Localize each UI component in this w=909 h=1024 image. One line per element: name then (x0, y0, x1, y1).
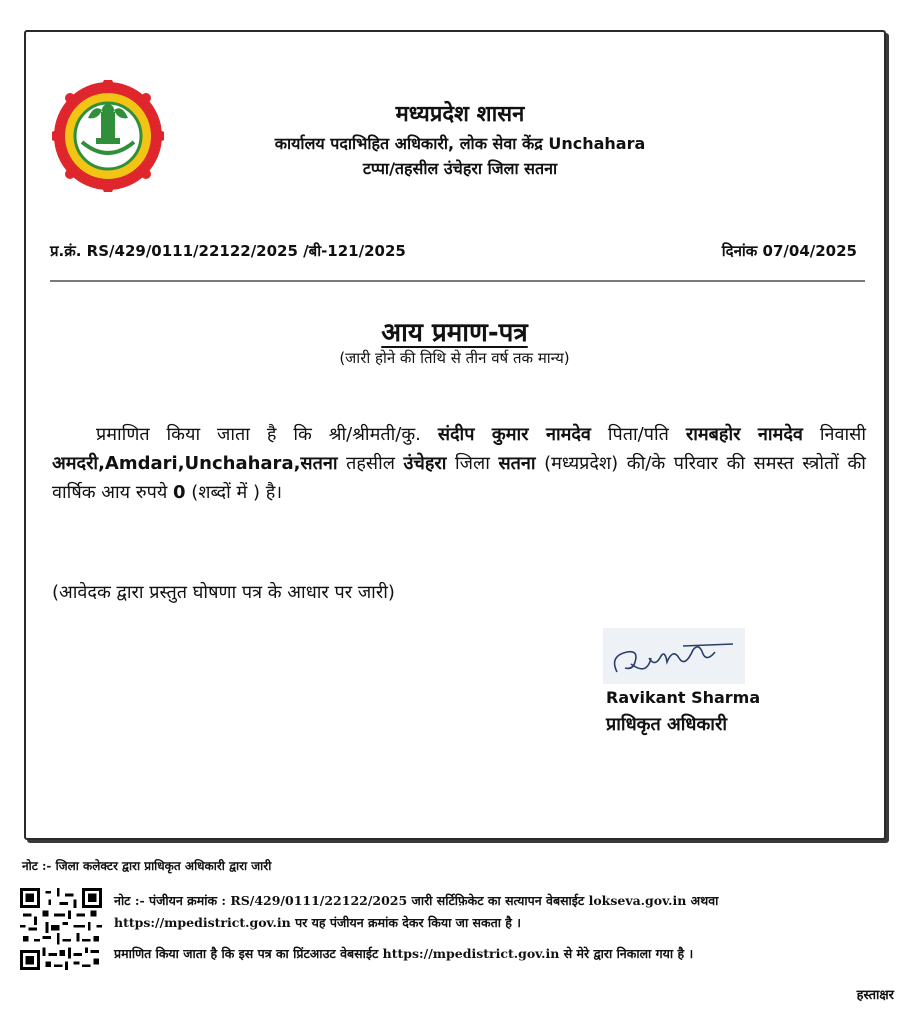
government-title: मध्यप्रदेश शासन (395, 102, 525, 127)
certificate-title (0, 313, 909, 349)
divider (50, 280, 865, 282)
qr-code-icon (20, 888, 102, 970)
body-text: (शब्दों में ) है। (191, 482, 283, 503)
signatory-designation: प्राधिकृत अधिकारी (606, 714, 727, 735)
body-text: तहसील (346, 453, 395, 474)
office-title: कार्यालय पदाभिहित अधिकारी, लोक सेवा केंद्र Unchahara (274, 134, 646, 153)
footer-note-verification: नोट :- पंजीयन क्रमांक : RS/429/0111/22122/2025 जारी सर्टिफ़िकेट का सत्यापन वेबसाईट lokseva.gov.in अथवा https://mpedistrict.gov.in पर यह पंजीयन क्रमांक देकर किया जा सकता है । (114, 893, 719, 930)
certificate-body (52, 420, 866, 507)
signatory-name: Ravikant Sharma (606, 688, 761, 707)
mp-government-emblem-icon (52, 80, 164, 192)
body-text: पिता/पति (607, 424, 669, 445)
district: सतना (498, 453, 536, 474)
reference-number: प्र.क्रं. RS/429/0111/22122/2025 /बी-121/2025 (50, 242, 406, 260)
declaration-note: (आवेदक द्वारा प्रस्तुत घोषणा पत्र के आधार पर जारी) (52, 582, 395, 603)
footer-signature-label: हस्ताक्षर (856, 988, 894, 1003)
validity-note: (जारी होने की तिथि से तीन वर्ष तक मान्य) (339, 349, 570, 367)
holder-name: संदीप कुमार नामदेव (437, 424, 591, 445)
income-value: 0 (173, 482, 186, 503)
body-text: जिला (455, 453, 490, 474)
tehsil-district: टप्पा/तहसील उंचेहरा जिला सतना (362, 159, 558, 178)
body-text: (मध्यप्रदेश) की/के परिवार की समस्त स्त्रोतों की वार्षिक आय रुपये (52, 453, 866, 503)
signature-image (603, 628, 745, 684)
body-text: प्रमाणित किया जाता है कि श्री/श्रीमती/कु. (96, 424, 421, 445)
address: अमदरी,Amdari,Unchahara,सतना (52, 453, 338, 474)
issue-date: दिनांक 07/04/2025 (721, 242, 857, 260)
footer-note-printout: प्रमाणित किया जाता है कि इस पत्र का प्रिंटआउट वेबसाईट https://mpedistrict.gov.in से मेरे द्वारा निकाला गया है । (114, 946, 694, 961)
certificate-title-text: आय प्रमाण-पत्र (381, 318, 528, 348)
body-text: निवासी (819, 424, 866, 445)
footer-note-issued-by: नोट :- जिला कलेक्टर द्वारा प्राधिकृत अधिकारी द्वारा जारी (22, 859, 272, 873)
tehsil: उंचेहरा (403, 453, 447, 474)
signature-text: Ravikant (663, 641, 703, 651)
father-name: रामबहोर नामदेव (685, 424, 803, 445)
